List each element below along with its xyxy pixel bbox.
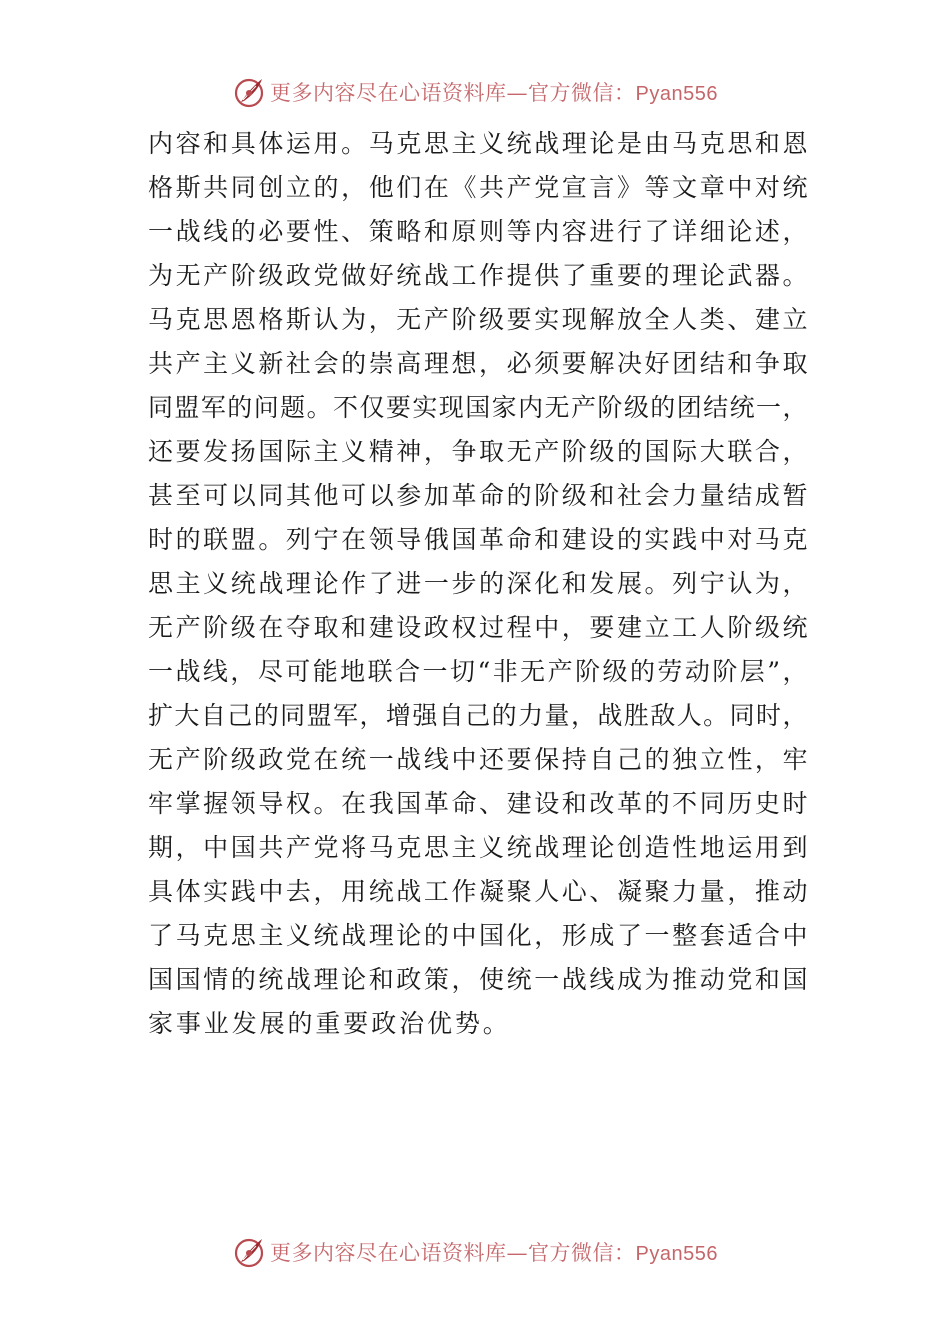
body-text-line: 一战线的必要性、策略和原则等内容进行了详细论述， (148, 217, 808, 246)
body-text-line: 期，中国共产党将马克思主义统战理论创造性地运用到 (148, 833, 808, 862)
body-text-line: 共产主义新社会的崇高理想，必须要解决好团结和争取 (148, 349, 808, 378)
header-wechat-id: Pyan556 (635, 83, 718, 105)
document-body (148, 122, 808, 1046)
header-banner-label: 更多内容尽在心语资料库—官方微信： (270, 81, 636, 105)
footer-banner (0, 1232, 950, 1272)
body-text-line: 扩大自己的同盟军，增强自己的力量，战胜敌人。同时， (148, 701, 808, 730)
body-text-line: 马克思恩格斯认为，无产阶级要实现解放全人类、建立 (148, 305, 808, 334)
body-text-line: 甚至可以同其他可以参加革命的阶级和社会力量结成暂 (148, 481, 808, 510)
body-text-line: 时的联盟。列宁在领导俄国革命和建设的实践中对马克 (148, 525, 808, 554)
body-text-line: 同盟军的问题。不仅要实现国家内无产阶级的团结统一， (148, 393, 808, 422)
body-text-line: 国国情的统战理论和政策，使统一战线成为推动党和国 (148, 965, 808, 994)
body-text-line: 家事业发展的重要政治优势。 (148, 1009, 511, 1038)
body-text-line: 了马克思主义统战理论的中国化，形成了一整套适合中 (148, 921, 808, 950)
footer-wechat-id: Pyan556 (635, 1243, 718, 1265)
quill-circle-logo-icon (232, 75, 266, 109)
footer-banner-text (270, 1237, 718, 1267)
body-text-line: 内容和具体运用。马克思主义统战理论是由马克思和恩 (148, 129, 808, 158)
body-text-line: 为无产阶级政党做好统战工作提供了重要的理论武器。 (148, 261, 808, 290)
body-text-line: 一战线，尽可能地联合一切“非无产阶级的劳动阶层”， (148, 657, 808, 686)
body-text-line: 思主义统战理论作了进一步的深化和发展。列宁认为， (148, 569, 808, 598)
body-text-line: 无产阶级政党在统一战线中还要保持自己的独立性，牢 (148, 745, 808, 774)
body-text-line: 还要发扬国际主义精神，争取无产阶级的国际大联合， (148, 437, 808, 466)
quill-circle-logo-icon (232, 1235, 266, 1269)
body-text-line: 牢掌握领导权。在我国革命、建设和改革的不同历史时 (148, 789, 808, 818)
body-text-line: 格斯共同创立的，他们在《共产党宣言》等文章中对统 (148, 173, 808, 202)
header-banner (0, 72, 950, 112)
body-text-line: 具体实践中去，用统战工作凝聚人心、凝聚力量，推动 (148, 877, 808, 906)
header-banner-text (270, 77, 718, 107)
footer-banner-label: 更多内容尽在心语资料库—官方微信： (270, 1241, 636, 1265)
body-text-line: 无产阶级在夺取和建设政权过程中，要建立工人阶级统 (148, 613, 808, 642)
